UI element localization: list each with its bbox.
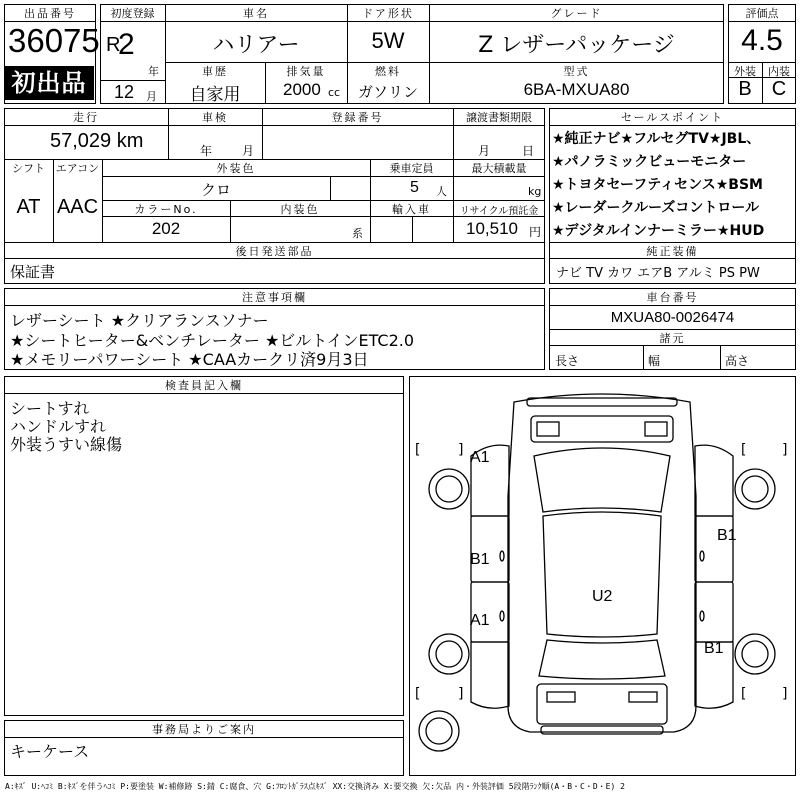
interior-grade: C xyxy=(771,78,787,100)
color-label: 外装色 xyxy=(216,162,256,175)
ac-label: エアコン xyxy=(55,162,100,175)
transfer-label: 譲渡書類期限 xyxy=(466,111,532,124)
damage-mark: B1 xyxy=(704,640,724,657)
exterior-label: 外装 xyxy=(734,65,756,78)
damage-mark: A1 xyxy=(470,612,490,629)
inspector-line: ハンドルすれ xyxy=(10,417,107,436)
interior-label: 内装 xyxy=(768,65,790,78)
left-front-door xyxy=(471,516,509,582)
svg-text:]: ] xyxy=(457,442,466,458)
chassis-number: MXUA80-0026474 xyxy=(610,309,735,326)
front-bumper xyxy=(527,398,677,406)
dims-label: 諸元 xyxy=(659,332,686,345)
grade-label: グレード xyxy=(550,7,603,20)
note-line: ★シートヒーター&ベンチレーター ★ビルトインETC2.0 xyxy=(10,331,415,350)
equipment: ナビ TV カワ エアB アルミ PS PW xyxy=(556,266,760,281)
inspector-label: 検査員記入欄 xyxy=(165,379,243,392)
length-label: 長さ xyxy=(555,354,580,368)
reg-number-label: 登録番号 xyxy=(331,111,384,124)
right-front-door xyxy=(695,516,733,582)
displacement: 2000 xyxy=(283,80,321,99)
color-no-label: カラーNo. xyxy=(134,203,198,216)
damage-mark: U2 xyxy=(592,588,613,605)
damage-mark: B1 xyxy=(717,527,737,544)
reg-year: 2 xyxy=(118,28,135,61)
car-name: ハリアー xyxy=(212,33,300,58)
inspector-line: シートすれ xyxy=(10,399,90,418)
front-right-tire xyxy=(735,469,775,509)
inspector-line: 外装うすい線傷 xyxy=(10,435,123,454)
sales-line: ★純正ナビ★フルセグTV★JBL、 xyxy=(552,131,761,147)
first-reg-label: 初度登録 xyxy=(110,7,155,20)
lot-number: 36075 xyxy=(8,22,100,59)
insp-year-unit: 年 xyxy=(200,144,213,158)
capacity-unit: 人 xyxy=(436,185,447,198)
recycle-label: リサイクル預託金 xyxy=(459,206,539,217)
score-label: 評価点 xyxy=(745,7,779,20)
history-label: 車歴 xyxy=(202,65,228,78)
svg-text:[: [ xyxy=(739,686,748,702)
svg-text:]: ] xyxy=(781,686,790,702)
year-unit: 年 xyxy=(148,65,159,78)
door-type: 5W xyxy=(371,28,405,53)
sales-line: ★パノラミックビューモニター xyxy=(552,154,747,170)
fuel: ガソリン xyxy=(357,83,418,101)
fuel-label: 燃料 xyxy=(375,65,401,78)
history: 自家用 xyxy=(189,85,241,105)
windshield xyxy=(534,448,670,512)
office-label: 事務局よりご案内 xyxy=(152,723,256,736)
displacement-label: 排気量 xyxy=(286,65,326,78)
mileage-label: 走行 xyxy=(73,111,99,124)
month-unit: 月 xyxy=(146,90,157,103)
exterior-grade: B xyxy=(738,78,752,100)
width-label: 幅 xyxy=(648,354,661,368)
damage-mark: A1 xyxy=(470,449,490,466)
car-outline xyxy=(508,394,696,732)
grade: Z レザーパッケージ xyxy=(478,33,675,58)
roof xyxy=(543,512,661,637)
legend: A:ｷｽﾞ U:ﾍｺﾐ B:ｷｽﾞを伴うﾍｺﾐ P:要塗装 W:補修跡 S:錆 C:腐食、穴 G:ﾌﾛﾝﾄｶﾞﾗｽ点ｷｽﾞ XX:交換済み X:要交換 欠:欠品 内・外装評価 5段階ﾗﾝｸ順(A・B・C・D・E) 2 xyxy=(5,782,625,791)
recycle-fee: 10,510 xyxy=(466,219,518,238)
recycle-unit: 円 xyxy=(529,225,542,239)
inspection-label: 車検 xyxy=(202,111,228,124)
rear-right-tire xyxy=(735,634,775,674)
height-label: 高さ xyxy=(725,354,750,368)
note-line: レザーシート ★クリアランスソナー xyxy=(10,311,269,330)
load-label: 最大積載量 xyxy=(471,162,527,175)
model-label: 型式 xyxy=(563,65,590,78)
era: R xyxy=(106,34,121,56)
rear-bumper xyxy=(541,726,663,734)
mileage: 57,029 km xyxy=(50,130,144,152)
equipment-label: 純正装備 xyxy=(646,245,699,258)
rear-left-tire xyxy=(429,634,469,674)
capacity: 5 xyxy=(410,179,419,196)
damage-mark: B1 xyxy=(470,551,490,568)
sales-line: ★デジタルインナーミラー★HUD xyxy=(552,223,765,239)
later-parts: 保証書 xyxy=(10,263,56,281)
svg-text:[: [ xyxy=(413,442,422,458)
displacement-unit: cc xyxy=(328,86,341,99)
ac: AAC xyxy=(56,196,99,218)
note-line: ★メモリーパワーシート ★CAAカークリ済9月3日 xyxy=(10,350,369,369)
svg-text:[: [ xyxy=(739,442,748,458)
chassis-label: 車台番号 xyxy=(646,291,699,304)
import-label: 輸入車 xyxy=(392,203,431,216)
front-left-tire xyxy=(429,469,469,509)
load-unit: kg xyxy=(528,185,542,198)
first-listing-badge: 初出品 xyxy=(4,66,94,100)
shift: AT xyxy=(16,196,41,218)
reg-month: 12 xyxy=(114,82,135,102)
svg-text:]: ] xyxy=(457,686,466,702)
rear-glass xyxy=(539,640,665,679)
transfer-month-unit: 月 xyxy=(478,144,491,158)
sales-label: セールスポイント xyxy=(620,111,724,124)
later-parts-label: 後日発送部品 xyxy=(235,245,314,258)
sales-line: ★レーダークルーズコントロール xyxy=(552,200,760,216)
insp-month-unit: 月 xyxy=(242,144,255,158)
spare-tire xyxy=(419,711,459,751)
car-name-label: 車名 xyxy=(243,7,269,20)
sales-line: ★トヨタセーフティセンス★BSM xyxy=(552,177,763,193)
int-color-unit: 系 xyxy=(352,227,363,240)
color-no: 202 xyxy=(151,219,181,238)
capacity-label: 乗車定員 xyxy=(389,162,434,175)
shift-label: シフト xyxy=(12,162,45,175)
lot-label: 出品番号 xyxy=(24,7,76,20)
transfer-day-unit: 日 xyxy=(522,144,535,158)
score: 4.5 xyxy=(741,24,783,57)
office-text: キーケース xyxy=(10,742,90,761)
model-code: 6BA-MXUA80 xyxy=(523,80,630,99)
car-diagram xyxy=(409,376,796,776)
int-color-label: 内装色 xyxy=(280,203,320,216)
door-label: ドア形状 xyxy=(362,7,414,20)
notes-label: 注意事項欄 xyxy=(242,291,307,304)
svg-text:]: ] xyxy=(781,442,790,458)
svg-text:[: [ xyxy=(413,686,422,702)
body-color: クロ xyxy=(200,181,231,199)
